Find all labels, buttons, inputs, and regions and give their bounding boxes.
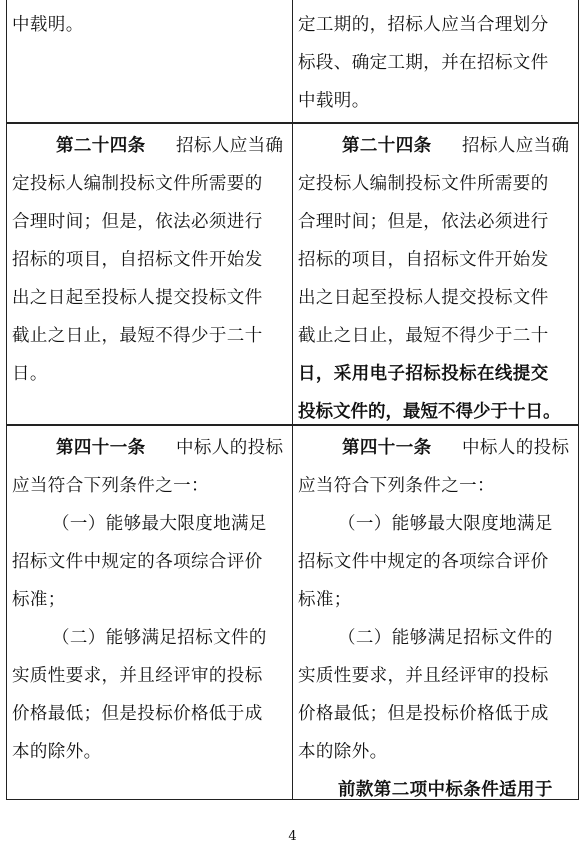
text-line: 招标人应当确	[462, 136, 570, 156]
text-line: 合理时间；但是，依法必须进行	[12, 212, 263, 232]
text-line: 招标文件中规定的各项综合评价	[12, 552, 263, 572]
article-heading: 第四十一条	[342, 438, 432, 458]
comparison-table	[6, 0, 579, 800]
text-line: 招标人应当确	[176, 136, 284, 156]
text-line: 定投标人编制投标文件所需要的	[298, 174, 549, 194]
text-line: 定投标人编制投标文件所需要的	[12, 174, 263, 194]
amended-text-line: 投标文件的，最短不得少于十日。	[298, 402, 561, 422]
text-line: 中载明。	[12, 15, 84, 35]
text-line: 中标人的投标	[176, 438, 284, 458]
amended-text-line: 前款第二项中标条件适用于	[338, 780, 553, 800]
text-line: 应当符合下列条件之一：	[298, 476, 495, 496]
text-line: 价格最低；但是投标价格低于成	[298, 704, 549, 724]
text-line: 价格最低；但是投标价格低于成	[12, 704, 263, 724]
text-line: 本的除外。	[12, 742, 102, 762]
text-line: 日。	[12, 364, 48, 384]
article-heading: 第二十四条	[342, 136, 432, 156]
text-line: 截止之日止，最短不得少于二十	[298, 326, 549, 346]
row-divider	[7, 122, 578, 124]
article-heading: 第四十一条	[56, 438, 146, 458]
amended-text-line: 日，采用电子招标投标在线提交	[298, 364, 549, 384]
text-line: 应当符合下列条件之一：	[12, 476, 209, 496]
text-line: （二）能够满足招标文件的	[52, 628, 267, 648]
text-line: 出之日起至投标人提交投标文件	[12, 288, 263, 308]
text-line: （一）能够最大限度地满足	[52, 514, 267, 534]
text-line: 标准；	[298, 590, 352, 610]
text-line: （二）能够满足招标文件的	[338, 628, 553, 648]
text-line: 本的除外。	[298, 742, 388, 762]
text-line: 中标人的投标	[462, 438, 570, 458]
page-number: 4	[288, 829, 297, 844]
text-line: 定工期的，招标人应当合理划分	[298, 15, 549, 35]
text-line: 出之日起至投标人提交投标文件	[298, 288, 549, 308]
text-line: 招标文件中规定的各项综合评价	[298, 552, 549, 572]
text-line: （一）能够最大限度地满足	[338, 514, 553, 534]
text-line: 招标的项目，自招标文件开始发	[12, 250, 263, 270]
column-divider	[292, 0, 293, 799]
text-line: 实质性要求，并且经评审的投标	[12, 666, 263, 686]
text-line: 中载明。	[298, 91, 370, 111]
text-line: 实质性要求，并且经评审的投标	[298, 666, 549, 686]
text-line: 合理时间；但是，依法必须进行	[298, 212, 549, 232]
text-line: 招标的项目，自招标文件开始发	[298, 250, 549, 270]
text-line: 截止之日止，最短不得少于二十	[12, 326, 263, 346]
article-heading: 第二十四条	[56, 136, 146, 156]
text-line: 标准；	[12, 590, 66, 610]
text-line: 标段、确定工期，并在招标文件	[298, 53, 549, 73]
